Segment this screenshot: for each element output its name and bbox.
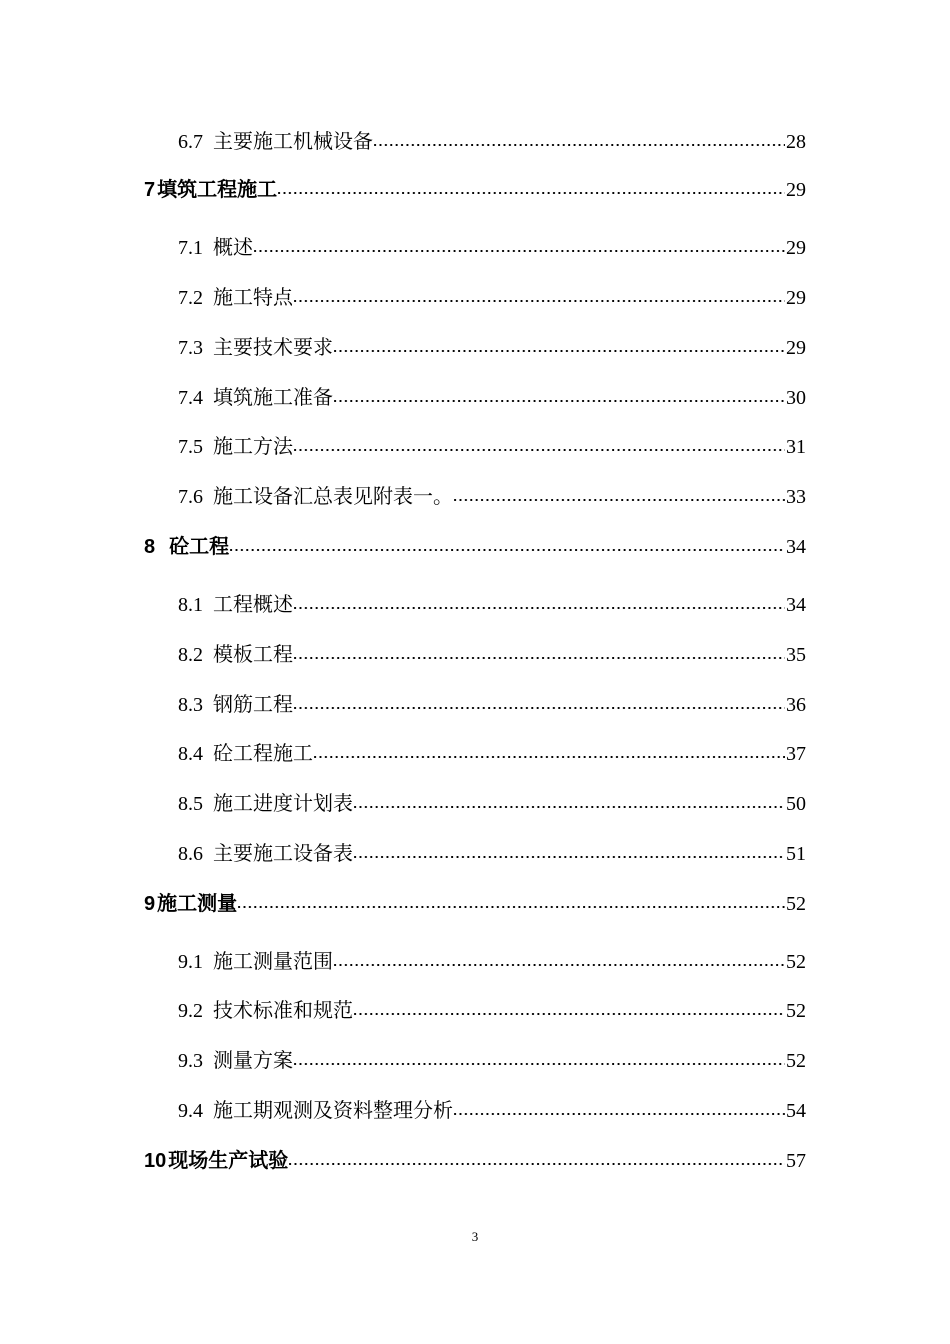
toc-entry-9-4[interactable]: [178, 1096, 806, 1126]
toc-entry-page: 34: [786, 594, 806, 616]
dot-leader: [238, 902, 785, 912]
toc-entry-number: 8.2: [178, 644, 203, 666]
toc-entry-8-6[interactable]: [178, 839, 806, 869]
dot-leader: [354, 802, 785, 812]
toc-entry-9-2[interactable]: [178, 996, 806, 1026]
toc-entry-title: 主要施工设备表: [213, 843, 353, 865]
toc-entry-number: 7.4: [178, 387, 203, 409]
toc-chapter-title: 现场生产试验: [168, 1150, 289, 1172]
toc-chapter-page: 34: [786, 536, 806, 558]
toc-chapter-number: 7: [144, 179, 156, 201]
toc-entry-page: 30: [786, 387, 806, 409]
toc-chapter-7[interactable]: [144, 175, 806, 205]
toc-entry-title: 工程概述: [213, 594, 293, 616]
toc-entry-page: 35: [786, 644, 806, 666]
toc-entry-page: 33: [786, 486, 806, 508]
toc-entry-title: 测量方案: [213, 1050, 293, 1072]
toc-entry-7-3[interactable]: [178, 333, 806, 363]
dot-leader: [334, 960, 785, 970]
toc-entry-number: 7.5: [178, 436, 203, 458]
toc-entry-page: 37: [786, 743, 806, 765]
toc-chapter-8[interactable]: [144, 532, 806, 562]
dot-leader: [454, 1109, 785, 1119]
toc-entry-number: 8.1: [178, 594, 203, 616]
toc-entry-number: 9.1: [178, 951, 203, 973]
toc-chapter-page: 52: [786, 893, 806, 915]
dot-leader: [278, 188, 785, 198]
dot-leader: [334, 396, 785, 406]
toc-entry-page: 51: [786, 843, 806, 865]
toc-entry-title: 施工特点: [213, 287, 293, 309]
toc-entry-number: 7.3: [178, 337, 203, 359]
toc-entry-page: 50: [786, 793, 806, 815]
toc-entry-page: 28: [786, 131, 806, 153]
dot-leader: [374, 140, 785, 150]
toc-entry-number: 8.3: [178, 694, 203, 716]
toc-entry-number: 9.4: [178, 1100, 203, 1122]
toc-chapter-page: 29: [786, 179, 806, 201]
dot-leader: [314, 752, 785, 762]
dot-leader: [294, 653, 785, 663]
toc-entry-8-5[interactable]: [178, 789, 806, 819]
toc-entry-page: 29: [786, 337, 806, 359]
toc-entry-title: 主要施工机械设备: [213, 131, 373, 153]
toc-entry-6-7[interactable]: [178, 127, 806, 157]
toc-entry-number: 8.6: [178, 843, 203, 865]
toc-entry-page: 29: [786, 237, 806, 259]
toc-chapter-number: 9: [144, 893, 156, 915]
toc-entry-7-2[interactable]: [178, 283, 806, 313]
toc-entry-title: 施工进度计划表: [213, 793, 353, 815]
toc-entry-7-6[interactable]: [178, 482, 806, 512]
toc-entry-9-3[interactable]: [178, 1046, 806, 1076]
toc-entry-page: 54: [786, 1100, 806, 1122]
toc-entry-page: 36: [786, 694, 806, 716]
toc-entry-number: 9.2: [178, 1000, 203, 1022]
dot-leader: [254, 246, 785, 256]
toc-entry-7-4[interactable]: [178, 383, 806, 413]
toc-entry-number: 9.3: [178, 1050, 203, 1072]
toc-entry-page: 52: [786, 1050, 806, 1072]
toc-entry-number: 7.1: [178, 237, 203, 259]
toc-entry-title: 模板工程: [213, 644, 293, 666]
toc-entry-page: 52: [786, 951, 806, 973]
dot-leader: [334, 346, 785, 356]
toc-chapter-number: 10: [144, 1150, 167, 1172]
toc-entry-7-1[interactable]: [178, 233, 806, 263]
toc-chapter-page: 57: [786, 1150, 806, 1172]
dot-leader: [289, 1159, 785, 1169]
dot-leader: [294, 296, 785, 306]
toc-entry-title: 主要技术要求: [213, 337, 333, 359]
toc-entry-title: 施工设备汇总表见附表一。: [213, 486, 453, 508]
dot-leader: [294, 1059, 785, 1069]
toc-chapter-title: 填筑工程施工: [157, 179, 278, 201]
toc-entry-title: 技术标准和规范: [213, 1000, 353, 1022]
toc-entry-8-2[interactable]: [178, 640, 806, 670]
toc-entry-number: 7.2: [178, 287, 203, 309]
toc-entry-9-1[interactable]: [178, 947, 806, 977]
toc-chapter-title: 施工测量: [157, 893, 238, 915]
toc-entry-title: 概述: [213, 237, 253, 259]
dot-leader: [454, 495, 785, 505]
dot-leader: [294, 603, 785, 613]
toc-chapter-title: 砼工程: [169, 536, 230, 558]
dot-leader: [354, 852, 785, 862]
toc-entry-8-3[interactable]: [178, 690, 806, 720]
dot-leader: [354, 1009, 785, 1019]
dot-leader: [230, 545, 785, 555]
toc-entry-page: 29: [786, 287, 806, 309]
toc-entry-number: 8.5: [178, 793, 203, 815]
toc-entry-title: 施工方法: [213, 436, 293, 458]
toc-entry-8-4[interactable]: [178, 739, 806, 769]
toc-chapter-number: 8: [144, 536, 156, 558]
toc-entry-8-1[interactable]: [178, 590, 806, 620]
toc-entry-page: 31: [786, 436, 806, 458]
toc-entry-title: 砼工程施工: [213, 743, 313, 765]
toc-entry-title: 填筑施工准备: [213, 387, 333, 409]
toc-entry-title: 施工测量范围: [213, 951, 333, 973]
toc-entry-title: 施工期观测及资料整理分析: [213, 1100, 453, 1122]
toc-entry-number: 8.4: [178, 743, 203, 765]
dot-leader: [294, 703, 785, 713]
toc-entry-page: 52: [786, 1000, 806, 1022]
page-number: 3: [471, 1229, 479, 1244]
toc-entry-number: 6.7: [178, 131, 203, 153]
dot-leader: [294, 445, 785, 455]
toc-entry-number: 7.6: [178, 486, 203, 508]
toc-chapter-9[interactable]: [144, 889, 806, 919]
toc-entry-7-5[interactable]: [178, 432, 806, 462]
toc-chapter-10[interactable]: [144, 1146, 806, 1176]
toc-entry-title: 钢筋工程: [213, 694, 293, 716]
